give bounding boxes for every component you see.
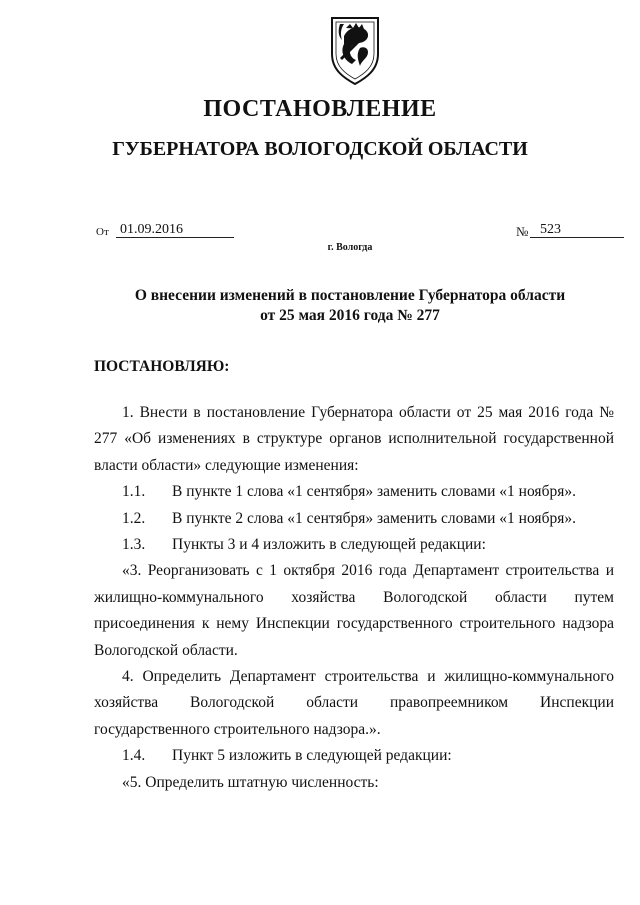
- subject-line-1: О внесении изменений в постановление Губернатора области: [134, 287, 566, 304]
- item-1-2: [94, 506, 614, 532]
- item-text: В пункте 1 слова «1 сентября» заменить словами «1 ноября».: [172, 483, 576, 501]
- coat-of-arms-icon: [326, 14, 384, 86]
- item-text: Пункты 3 и 4 изложить в следующей редакции:: [172, 536, 486, 554]
- item-text: Пункт 5 изложить в следующей редакции:: [172, 747, 452, 765]
- issuer-title: ГУБЕРНАТОРА ВОЛОГОДСКОЙ ОБЛАСТИ: [112, 138, 528, 160]
- subject-line-2: от 25 мая 2016 года № 277: [260, 307, 440, 324]
- paragraph-1: 1. Внести в постановление Губернатора области от 25 мая 2016 года № 277 «Об изменениях в структуре органов исполнительной государственной власти области» следующие изменения:: [94, 404, 614, 474]
- decree-word: ПОСТАНОВЛЯЮ:: [94, 358, 230, 375]
- date-label: От: [96, 226, 109, 238]
- item-1-3: [94, 532, 614, 558]
- paragraph-4: 4. Определить Департамент строительства и жилищно-коммунального хозяйства Вологодской области правопреемником Инспекции государственного строительного надзора.».: [94, 668, 614, 738]
- document-body: [94, 400, 614, 796]
- number-label: №: [516, 224, 529, 239]
- document-number: 523: [530, 222, 624, 238]
- item-number: 1.4.: [122, 747, 146, 765]
- city-label: г. Вологда: [327, 242, 373, 253]
- paragraph-5: «5. Определить штатную численность:: [122, 773, 379, 791]
- item-number: 1.2.: [122, 509, 146, 527]
- document-type-title: ПОСТАНОВЛЕНИЕ: [203, 96, 437, 122]
- item-1-1: [94, 479, 614, 505]
- item-text: В пункте 2 слова «1 сентября» заменить словами «1 ноября».: [172, 509, 576, 527]
- item-number: 1.3.: [122, 536, 146, 554]
- item-1-4: [94, 743, 614, 769]
- document-date: 01.09.2016: [116, 222, 234, 238]
- item-number: 1.1.: [122, 483, 146, 501]
- paragraph-3: «3. Реорганизовать с 1 октября 2016 года Департамент строительства и жилищно-коммунального хозяйства Вологодской области путем присоединения к нему Инспекции государственного строительного надзора Вологодской области.: [94, 562, 614, 659]
- document-subject: [130, 286, 570, 326]
